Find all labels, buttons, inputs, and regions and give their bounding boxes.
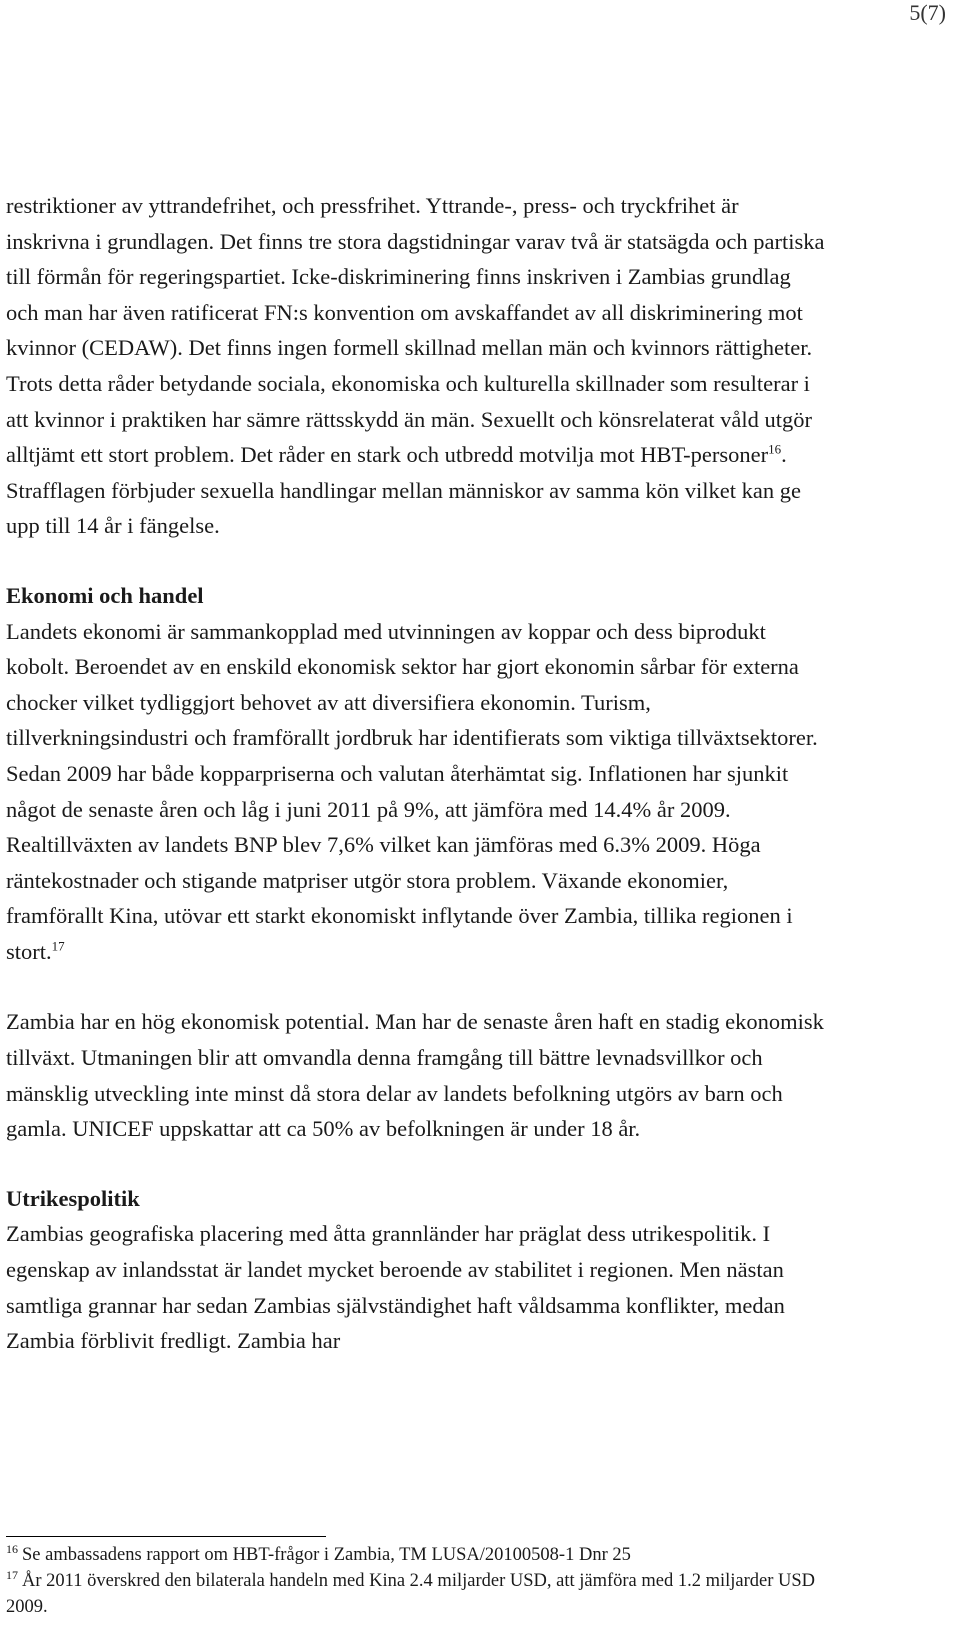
page-number: 5(7) (909, 0, 946, 25)
economy-paragraph-2: Zambia har en hög ekonomisk potential. Man har de senaste åren haft en stadig ekonomisk tillväxt. Utmaningen blir att omvandla denna framgång till bättre levnadsvillkor och mänsklig utveckling inte minst då stora delar av landets befolkning utgörs av barn och gamla. UNICEF uppskattar att ca 50% av befolkningen är under 18 år. (6, 1009, 824, 1142)
footnote-17 (6, 1568, 846, 1620)
footnote-separator (6, 1536, 326, 1537)
intro-paragraph (6, 188, 826, 544)
economy-paragraph-1 (6, 614, 826, 970)
intro-text-continued: . Strafflagen förbjuder sexuella handlingar mellan människor av samma kön vilket kan ge upp till 14 år i fängelse. (6, 442, 801, 539)
footnote-ref-16[interactable]: 16 (768, 441, 782, 457)
footnote-ref-17[interactable]: 17 (51, 938, 65, 954)
section-heading-foreign-policy: Utrikespolitik (6, 1185, 140, 1211)
document-body (6, 188, 826, 1359)
footnote-16 (6, 1542, 846, 1568)
footnotes (6, 1542, 846, 1620)
footnote-text: Se ambassadens rapport om HBT-frågor i Zambia, TM LUSA/20100508-1 Dnr 25 (22, 1545, 631, 1565)
footnote-mark: 17 (6, 1567, 18, 1582)
intro-text: restriktioner av yttrandefrihet, och pressfrihet. Yttrande-, press- och tryckfrihet är inskrivna i grundlagen. Det finns tre stora dagstidningar varav två är statsägda och partiska till förmån för regeringspartiet. Icke-diskriminering finns inskriven i Zambias grundlag och man har även ratificerat FN:s konvention om avskaffandet av all diskriminering mot kvinnor (CEDAW). Det finns ingen formell skillnad mellan män och kvinnors rättigheter. Trots detta råder betydande sociala, ekonomiska och kulturella skillnader som resulterar i att kvinnor i praktiken har sämre rättsskydd än män. Sexuellt och könsrelaterat våld utgör alltjämt ett stort problem. Det råder en stark och utbredd motvilja mot HBT-personer (6, 193, 825, 468)
foreign-policy-paragraph-1: Zambias geografiska placering med åtta grannländer har präglat dess utrikespolitik. I egenskap av inlandsstat är landet mycket beroende av stabilitet i regionen. Men nästan samtliga grannar har sedan Zambias självständighet haft våldsamma konflikter, medan Zambia förblivit fredligt. Zambia har (6, 1221, 785, 1354)
footnote-mark: 16 (6, 1541, 18, 1556)
section-heading-economy: Ekonomi och handel (6, 582, 204, 608)
footnote-text: År 2011 överskred den bilaterala handeln med Kina 2.4 miljarder USD, att jämföra med 1.2 miljarder USD 2009. (6, 1571, 816, 1617)
economy-text: Landets ekonomi är sammankopplad med utvinningen av koppar och dess biprodukt kobolt. Beroendet av en enskild ekonomisk sektor har gjort ekonomin sårbar för externa chocker vilket tydliggjort behovet av att diversifiera ekonomin. Turism, tillverkningsindustri och framförallt jordbruk har identifierats som viktiga tillväxtsektorer. Sedan 2009 har både kopparpriserna och valutan återhämtat sig. Inflationen har sjunkit något de senaste åren och låg i juni 2011 på 9%, att jämföra med 14.4% år 2009. Realtillväxten av landets BNP blev 7,6% vilket kan jämföras med 6.3% 2009. Höga räntekostnader och stigande matpriser utgör stora problem. Växande ekonomier, framförallt Kina, utövar ett starkt ekonomiskt inflytande över Zambia, tillika regionen i stort. (6, 618, 818, 964)
